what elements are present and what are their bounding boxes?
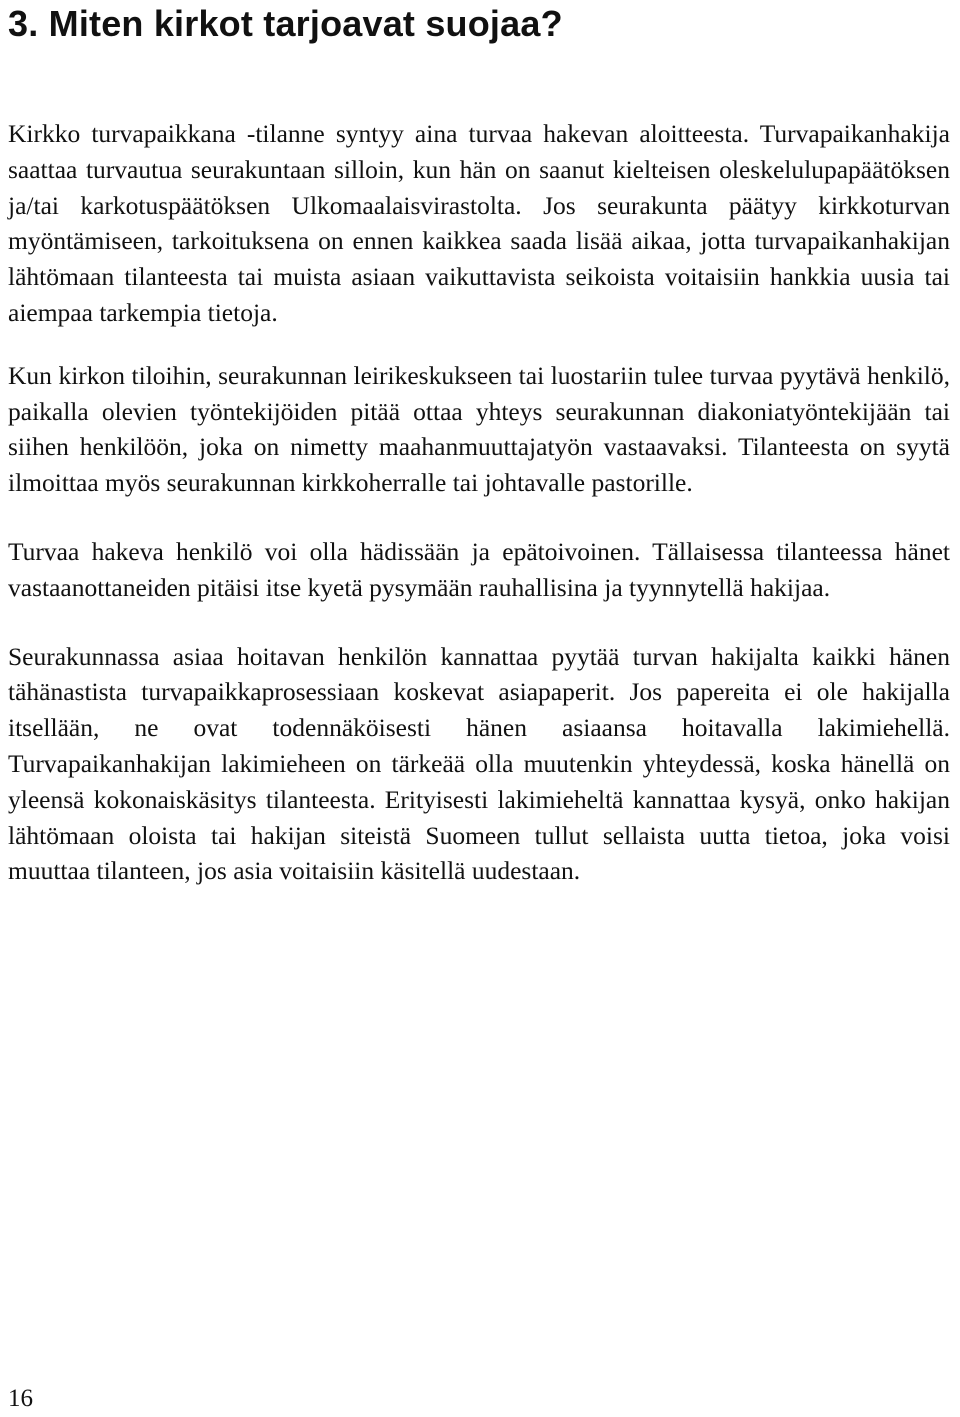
paragraph-kirkon-tiloihin: Kun kirkon tiloihin, seurakunnan leirikeskukseen tai luostariin tulee turvaa pyytävä henkilö, paikalla olevien työntekijöiden pitää ottaa yhteys seurakunnan diakoniatyöntekijään tai siihen henkilöön, joka on nimetty maahanmuuttajatyön vastaavaksi. Tilanteesta on syytä ilmoittaa myös seurakunnan kirkkoherralle tai johtavalle pastorille. [8, 360, 950, 498]
page-number: 16 [8, 1385, 33, 1412]
paragraph-asiapaperit: Seurakunnassa asiaa hoitavan henkilön kannattaa pyytää turvan hakijalta kaikki hänen tähänastista turvapaikkaprosessiaan koskevat asiapaperit. Jos papereita ei ole hakijalla itsellään, ne ovat todennäköisesti hänen asiaansa hoitavalla lakimiehellä. Turvapaikanhakijan lakimieheen on tärkeää olla muutenkin yhteydessä, koska hänellä on yleensä kokonaiskäsitys tilanteesta. Erityisesti lakimieheltä kannattaa kysyä, onko hakijan lähtömaan oloista tai hakijan siteistä Suomeen tullut sellaista uutta tietoa, joka voisi muuttaa tilanteen, jos asia voitaisiin käsitellä uudestaan. [8, 641, 950, 886]
document-page [8, 0, 950, 889]
paragraph-kirkko-turvapaikkana: Kirkko turvapaikkana -tilanne syntyy aina turvaa hakevan aloitteesta. Turvapaikanhakija saattaa turvautua seurakuntaan silloin, kun hän on saanut kielteisen oleskelulupapäätöksen ja/tai karkotuspäätöksen Ulkomaalaisvirastolta. Jos seurakunta päätyy kirkkoturvan myöntämiseen, tarkoituksena on ennen kaikkea saada lisää aikaa, jotta turvapaikanhakijan lähtömaan tilanteesta tai muista asiaan vaikuttavista seikoista voitaisiin hankkia uusia tai aiempaa tarkempia tietoja. [8, 119, 950, 327]
section-heading: 3. Miten kirkot tarjoavat suojaa? [8, 3, 563, 44]
paragraph-turvaa-hakeva: Turvaa hakeva henkilö voi olla hädissään ja epätoivoinen. Tällaisessa tilanteessa hänet vastaanottaneiden pitäisi itse kyetä pysymään rauhallisina ja tyynnytellä hakijaa. [8, 536, 950, 602]
